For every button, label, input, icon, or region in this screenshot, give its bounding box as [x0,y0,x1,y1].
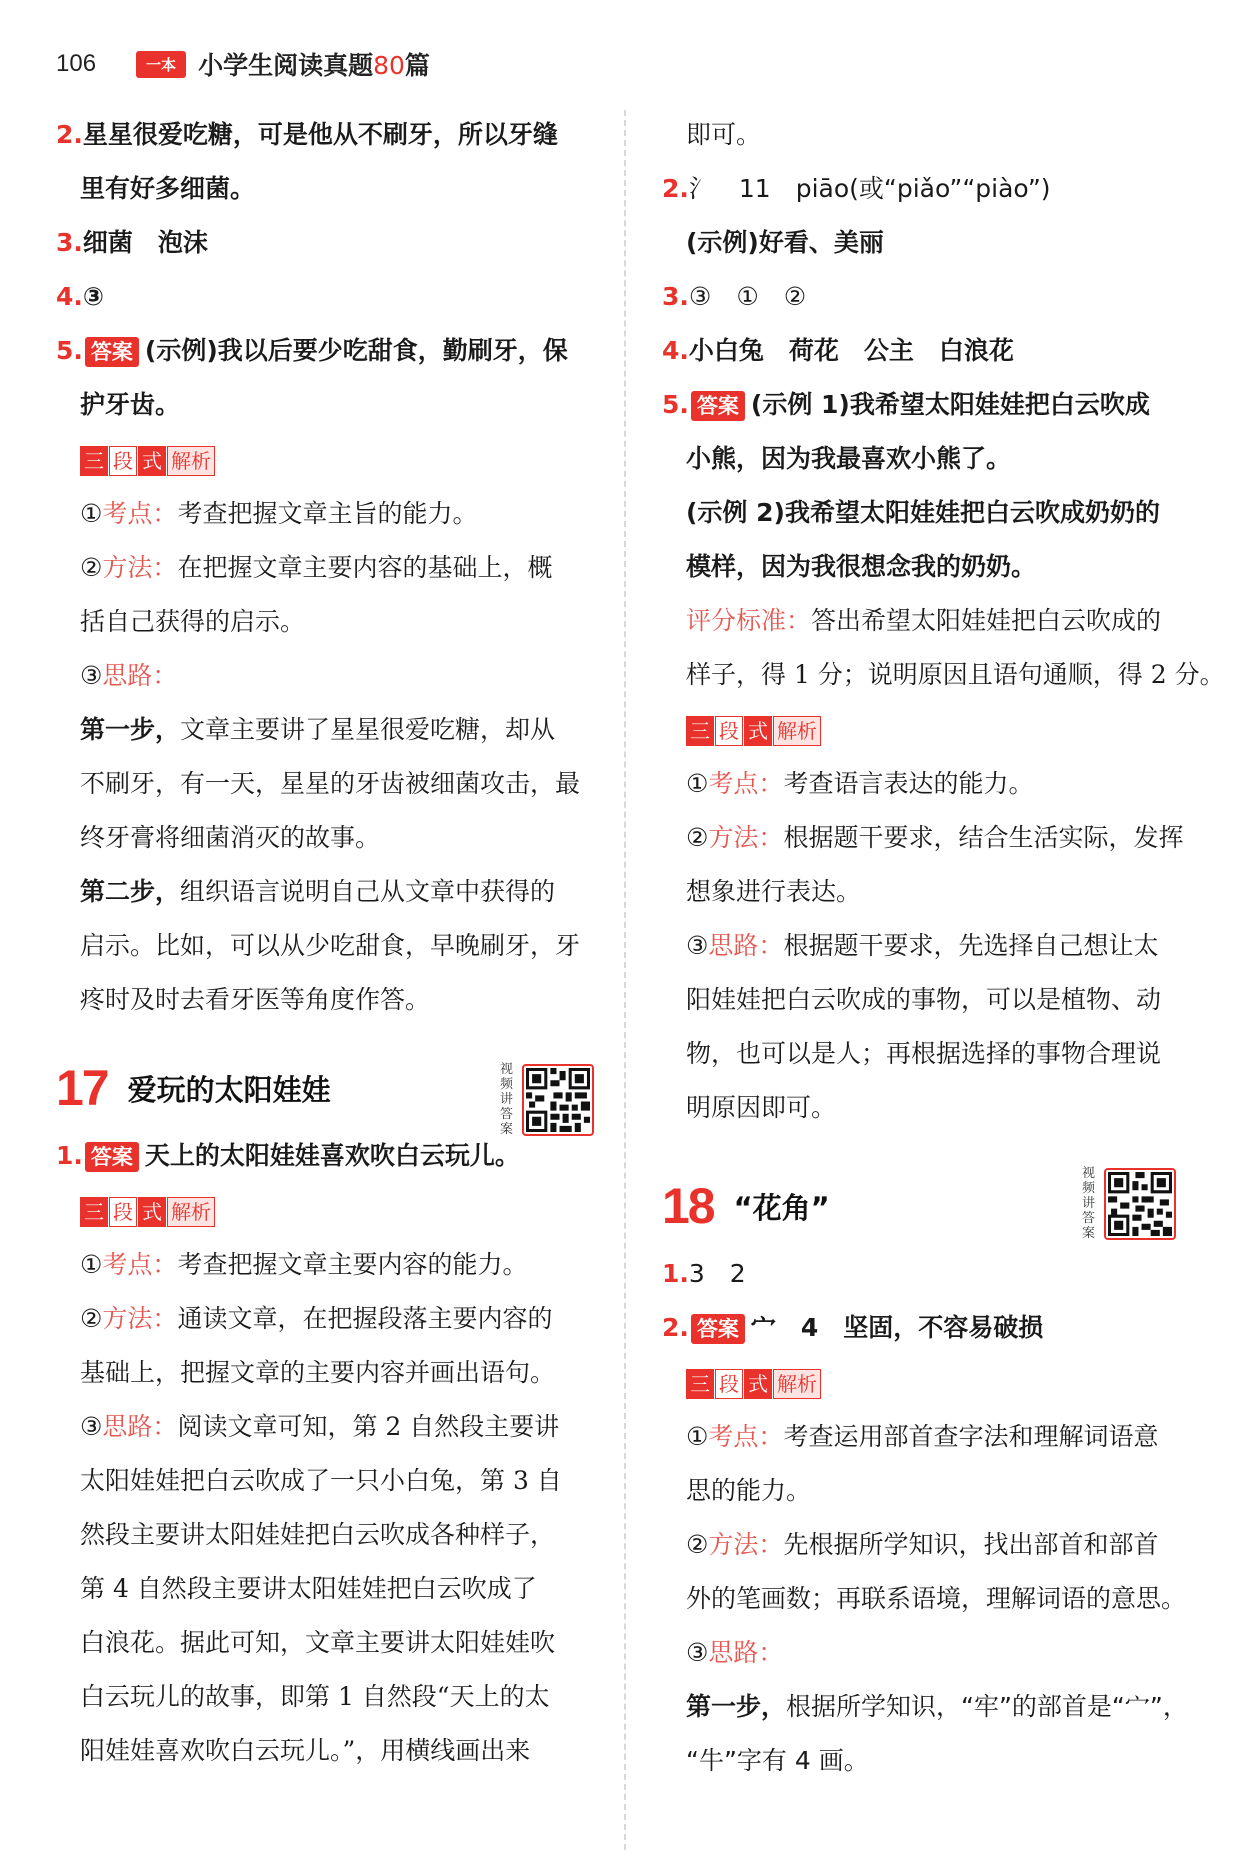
analysis-approach: ③思路： [686,1638,784,1667]
answer-q5: 5. 答案 (示例)我以后要少吃甜食，勤刷牙，保 [56,336,568,365]
answer-16-q3: 3.③ ① ② [662,282,807,311]
brand-logo: 一本 [136,51,186,78]
qr-label: 视频讲答案 [500,1062,514,1137]
section-title-18: 18 “花角” [662,1178,830,1234]
answer-17-q1: 1. 答案 天上的太阳娃娃喜欢吹白云玩儿。 [56,1141,520,1170]
analysis-point: ①考点：考查运用部首查字法和理解词语意 [686,1422,1159,1451]
qr-code-18[interactable] [1082,1166,1176,1241]
analysis-point: ①考点：考查把握文章主旨的能力。 [80,499,478,528]
answer-q4: 4.③ [56,282,105,311]
analysis-method: ②方法：在把握文章主要内容的基础上，概 [80,553,553,582]
analysis-tag: 三 段 式 解析 [80,433,216,487]
page-header [56,44,430,84]
qr-label: 视频讲答案 [1082,1166,1096,1241]
qr-icon [1104,1168,1176,1240]
analysis-tag: 三 段 式 解析 [686,703,822,757]
analysis-method: ②方法：先根据所学知识，找出部首和部首 [686,1530,1159,1559]
answer-16-q2: 2.氵 11 piāo(或“piǎo”“piào”) [662,174,1051,203]
qr-icon [522,1064,594,1136]
analysis-method: ②方法：通读文章，在把握段落主要内容的 [80,1304,553,1333]
analysis-point: ①考点：考查把握文章主要内容的能力。 [80,1250,528,1279]
page-number: 106 [56,50,97,77]
analysis-approach: ③思路：阅读文章可知，第 2 自然段主要讲 [80,1412,560,1441]
answer-tag: 答案 [85,1142,139,1172]
qr-code-17[interactable] [500,1062,594,1137]
answer-16-q4: 4.小白兔 荷花 公主 白浪花 [662,336,1014,365]
analysis-method: ②方法：根据题干要求，结合生活实际，发挥 [686,823,1184,852]
left-column: 2.星星很爱吃糖，可是他从不刷牙，所以牙缝 里有好多细菌。 3.细菌 泡沫 4.③ 5. 答案 (示例)我以后要少吃甜食，勤刷牙，保 护牙齿。 三 段 式 解析 ①考点：考查把握文章主旨的能力。 ②方法：在把握文章主要内容的基础上，概 括自己获得的启示。 ③思路： 第一步，文章主要讲了星星很爱吃糖，却从 不刷牙，有一天，星星的牙齿被细菌攻击，最 终牙膏将细菌消灭的故事。 第二步，组织语言说明自己从文章中获得的 启示。比如，可以从少吃甜食，早晚刷牙，牙 疼时及时去看牙医等角度作答。 17 爱玩的太阳娃娃 1. 答案 天上的太阳娃娃喜欢吹白云玩儿。 三 段 式 解析 ①考点：考查把握文章主要内容的能力。 ②方法：通读文章，在把握段落主要内容的 基础上，把握文章的主要内容并画出语句。 ③思路：阅读文章可知，第 2 自然段主要讲 太阳娃娃把白云吹成了一只小白兔，第 3 自 然段主要讲太阳娃娃把白云吹成各种样子， 第 4 自然段主要讲太阳娃娃把白云吹成了 白浪花。据此可知，文章主要讲太阳娃娃吹 白云玩儿的故事，即第 1 自然段“天上的太 阳娃娃喜欢吹白云玩儿。”，用横线画出来 [56,108,604,1778]
right-column: 即可。 2.氵 11 piāo(或“piǎo”“piào”) (示例)好看、美丽 3.③ ① ② 4.小白兔 荷花 公主 白浪花 5. 答案 (示例 1)我希望太阳娃娃把白云吹成 小熊，因为我最喜欢小熊了。 (示例 2)我希望太阳娃娃把白云吹成奶奶的 模样，因为我很想念我的奶奶。 评分标准：答出希望太阳娃娃把白云吹成的 样子，得 1 分；说明原因且语句通顺，得 2 分。 三 段 式 解析 ①考点：考查语言表达的能力。 ②方法：根据题干要求，结合生活实际，发挥 想象进行表达。 ③思路：根据题干要求，先选择自己想让太 阳娃娃把白云吹成的事物，可以是植物、动 物，也可以是人；再根据选择的事物合理说 明原因即可。 18 “花角” 1.3 2 2. 答案 宀 4 坚固，不容易破损 三 段 式 解析 ①考点：考查运用部首查字法和理解词语意 思的能力。 ②方法：先根据所学知识，找出部首和部首 外的笔画数；再联系语境，理解词语的意思。 ③思路： 第一步，根据所学知识，“牢”的部首是“宀”， “牛”字有 4 画。 [662,120,1225,1775]
analysis-approach: ③思路： [80,661,178,690]
section-title-17: 17 爱玩的太阳娃娃 [56,1060,331,1116]
answer-tag: 答案 [691,391,745,421]
analysis-tag: 三 段 式 解析 [80,1184,216,1238]
analysis-point: ①考点：考查语言表达的能力。 [686,769,1034,798]
column-divider [624,110,626,1850]
answer-tag: 答案 [691,1314,745,1344]
answer-18-q2: 2. 答案 宀 4 坚固，不容易破损 [662,1313,1044,1342]
answer-18-q1: 1.3 2 [662,1259,746,1288]
answer-q2: 2.星星很爱吃糖，可是他从不刷牙，所以牙缝 [56,120,558,149]
book-title: 小学生阅读真题80篇 [198,51,430,80]
analysis-approach: ③思路：根据题干要求，先选择自己想让太 [686,931,1159,960]
answer-q3: 3.细菌 泡沫 [56,228,208,257]
analysis-tag: 三 段 式 解析 [686,1356,822,1410]
scoring-standard: 评分标准：答出希望太阳娃娃把白云吹成的 [686,606,1162,635]
answer-16-q5: 5. 答案 (示例 1)我希望太阳娃娃把白云吹成 [662,390,1150,419]
answer-tag: 答案 [85,337,139,367]
